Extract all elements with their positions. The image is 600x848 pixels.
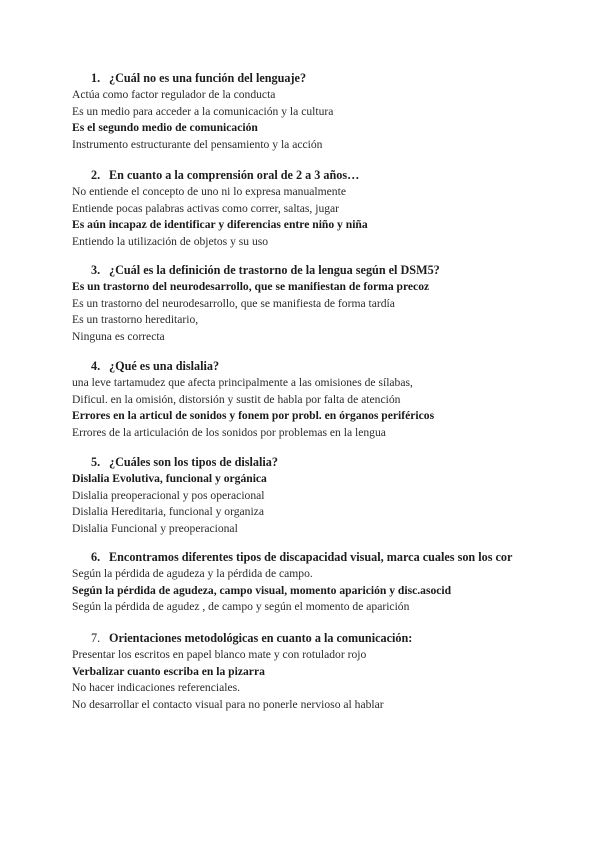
answer-option: No desarrollar el contacto visual para no ponerle nervioso al hablar: [72, 697, 384, 711]
question-number: 2.: [91, 168, 101, 182]
answer-option-highlighted: Verbalizar cuanto escriba en la pizarra: [72, 664, 265, 678]
question-6: [72, 549, 542, 616]
question-text: Encontramos diferentes tipos de discapacidad visual, marca cuales son los cor: [109, 550, 513, 564]
answer-option: No entiende el concepto de uno ni lo expresa manualmente: [72, 185, 346, 198]
answer-option: Dislalia Funcional y preoperacional: [72, 521, 238, 535]
answer-option-highlighted: Es un trastorno del neurodesarrollo, que se manifiestan de forma precoz: [72, 280, 430, 293]
answer-option: Dificul. en la omisión, distorsión y sustit de habla por falta de atención: [72, 392, 401, 406]
answer-option: Es un trastorno del neurodesarrollo, que se manifiesta de forma tardía: [72, 296, 395, 310]
question-1: [72, 70, 542, 153]
question-title: [72, 358, 542, 375]
question-title: [72, 454, 542, 471]
question-4: [72, 358, 542, 441]
answer-option: Entiende pocas palabras activas como correr, saltas, jugar: [72, 201, 340, 215]
question-text: ¿Cuáles son los tipos de dislalia?: [109, 455, 278, 469]
answer-option: Presentar los escritos en papel blanco mate y con rotulador rojo: [72, 648, 367, 661]
question-title: [72, 630, 542, 647]
question-7: [72, 630, 542, 713]
answer-option: No hacer indicaciones referenciales.: [72, 681, 241, 695]
answer-option-highlighted: Es el segundo medio de comunicación: [72, 121, 258, 135]
question-title: [72, 262, 542, 279]
answer-option: una leve tartamudez que afecta principalmente a las omisiones de sílabas,: [72, 376, 413, 389]
question-2: [72, 167, 542, 250]
question-number: 3.: [91, 263, 101, 277]
question-title: [72, 549, 542, 566]
question-title: [72, 167, 542, 184]
question-number: 6.: [91, 550, 101, 564]
question-title: [72, 70, 542, 87]
answer-option: Instrumento estructurante del pensamiento y la acción: [72, 137, 323, 151]
answer-option-highlighted: Según la pérdida de agudeza, campo visual, momento aparición y disc.asocid: [72, 583, 452, 597]
answer-option-highlighted: Errores en la articul de sonidos y fonem por probl. en órganos periféricos: [72, 409, 435, 423]
answer-option: Es un trastorno hereditario,: [72, 313, 199, 327]
answer-option: Dislalia preoperacional y pos operacional: [72, 488, 265, 502]
question-5: [72, 454, 542, 537]
question-text: En cuanto a la comprensión oral de 2 a 3 años…: [109, 168, 360, 182]
question-text: Orientaciones metodológicas en cuanto a la comunicación:: [109, 631, 413, 645]
question-3: [72, 262, 542, 345]
answer-option: Según la pérdida de agudez , de campo y según el momento de aparición: [72, 600, 410, 614]
answer-option: Dislalia Hereditaria, funcional y organiza: [72, 505, 264, 519]
question-number: 7.: [91, 631, 101, 645]
question-text: ¿Qué es una dislalia?: [109, 359, 220, 373]
answer-option: Entiendo la utilización de objetos y su uso: [72, 234, 269, 248]
answer-option: Ninguna es correcta: [72, 329, 165, 343]
answer-option: Según la pérdida de agudeza y la pérdida de campo.: [72, 567, 313, 580]
answer-option: Actúa como factor regulador de la conducta: [72, 88, 276, 101]
question-text: ¿Cuál no es una función del lenguaje?: [109, 71, 307, 85]
answer-option-highlighted: Dislalia Evolutiva, funcional y orgánica: [72, 472, 267, 485]
answer-option: Es un medio para acceder a la comunicación y la cultura: [72, 104, 334, 118]
answer-option: Errores de la articulación de los sonidos por problemas en la lengua: [72, 425, 386, 439]
answer-option-highlighted: Es aún incapaz de identificar y diferencias entre niño y niña: [72, 218, 368, 232]
question-number: 4.: [91, 359, 101, 373]
question-text: ¿Cuál es la definición de trastorno de la lengua según el DSM5?: [109, 263, 440, 277]
question-number: 1.: [91, 71, 101, 85]
question-number: 5.: [91, 455, 101, 469]
